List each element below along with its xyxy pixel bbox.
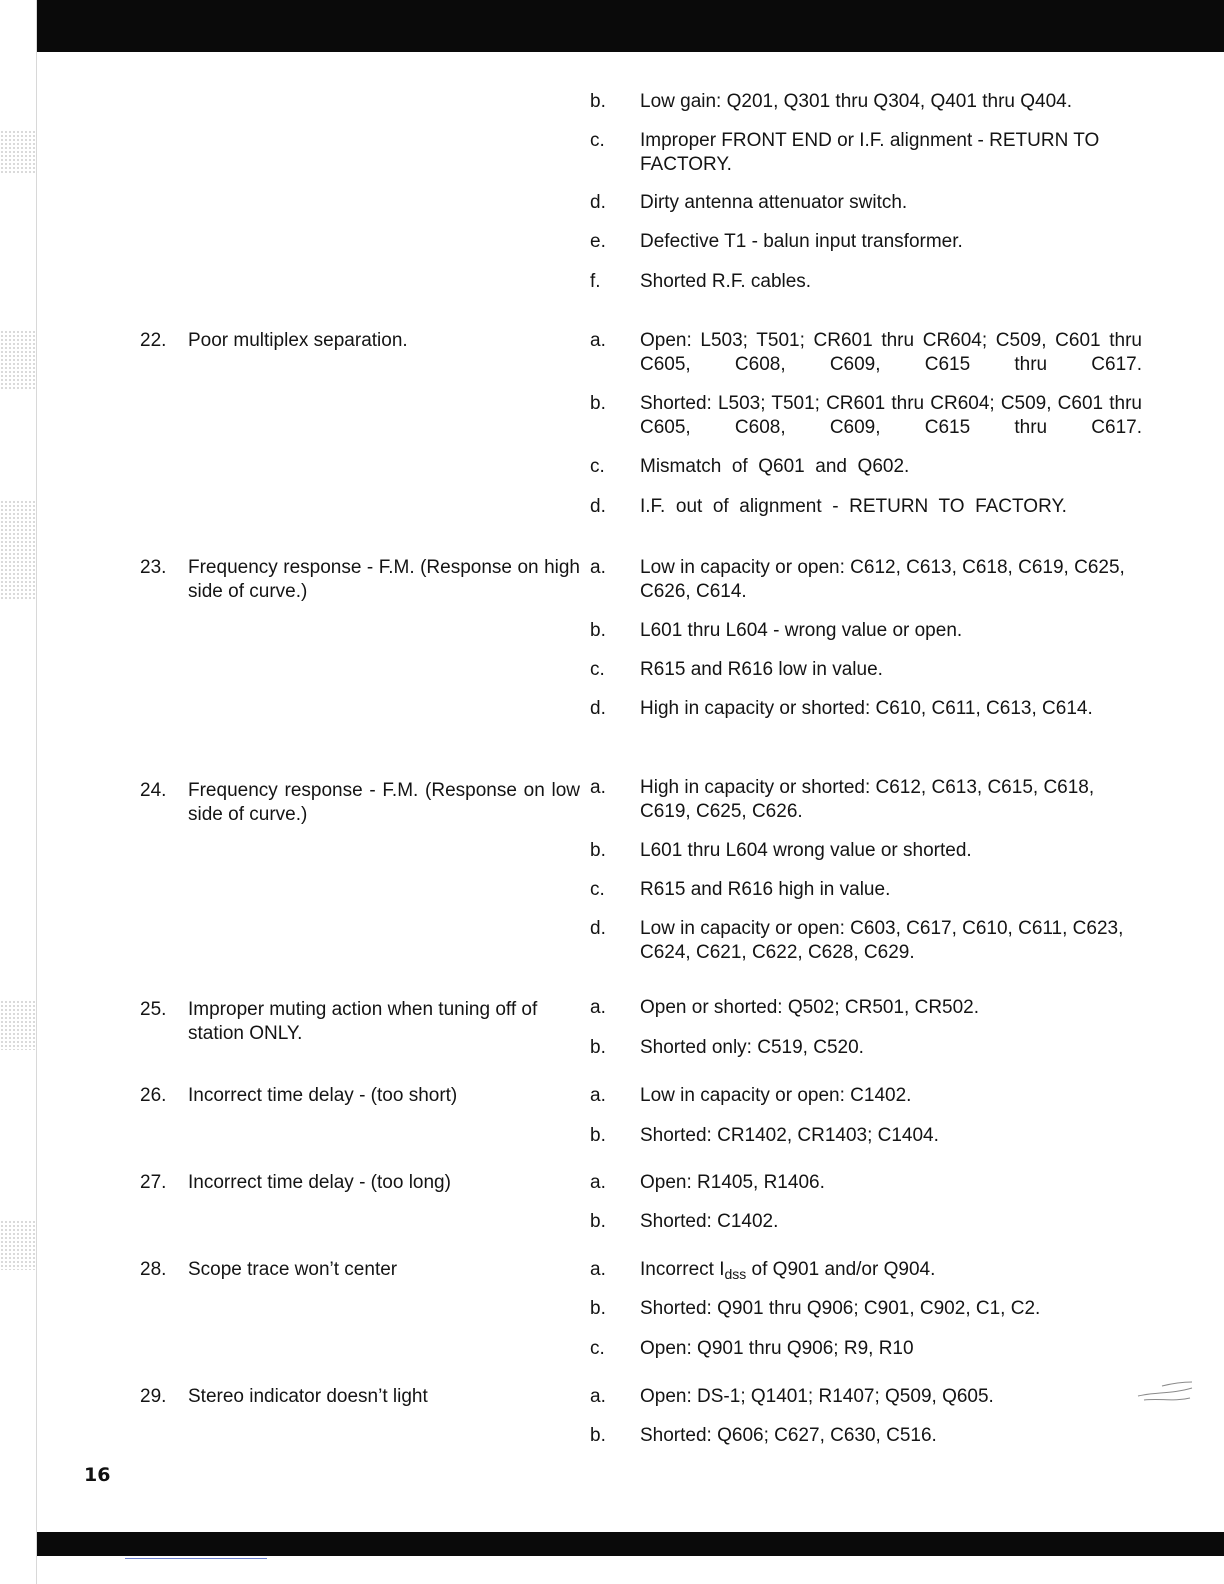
cause-item xyxy=(590,658,1142,682)
cause-text: Dirty antenna attenuator switch. xyxy=(640,192,908,213)
cause-letter: b. xyxy=(590,1125,606,1146)
cause-text: High in capacity or shorted: C612, C613, C615, C618, C619, C625, C626. xyxy=(640,777,1095,822)
trouble-text: Poor multiplex separation. xyxy=(188,330,408,351)
trouble-item xyxy=(140,1385,580,1409)
cause-letter: a. xyxy=(590,777,606,798)
trouble-text: Incorrect time delay - (too short) xyxy=(188,1085,458,1106)
cause-text: L601 thru L604 wrong value or shorted. xyxy=(640,840,972,861)
cause-text: Low gain: Q201, Q301 thru Q304, Q401 thru Q404. xyxy=(640,91,1072,112)
cause-item xyxy=(590,1424,1142,1448)
cause-item xyxy=(590,129,1142,177)
trouble-number: 24. xyxy=(140,780,167,801)
cause-text: Shorted R.F. cables. xyxy=(640,271,812,292)
cause-letter: a. xyxy=(590,997,606,1018)
cause-text: Shorted: L503; T501; CR601 thru CR604; C509, C601 thru C605, C608, C609, C615 thru C617. xyxy=(640,393,1142,438)
footer-link-rule xyxy=(125,1558,267,1559)
cause-text-subscript: dss xyxy=(724,1266,747,1282)
cause-letter: b. xyxy=(590,91,606,112)
trouble-text: Incorrect time delay - (too long) xyxy=(188,1172,451,1193)
cause-item xyxy=(590,455,1142,479)
trouble-text: Scope trace won’t center xyxy=(188,1259,398,1280)
trouble-text: Frequency response - F.M. (Response on high side of curve.) xyxy=(188,557,580,602)
cause-text: Shorted only: C519, C520. xyxy=(640,1037,864,1058)
trouble-text: Improper muting action when tuning off of station ONLY. xyxy=(188,999,538,1044)
cause-text: Defective T1 - balun input transformer. xyxy=(640,231,963,252)
cause-text: Low in capacity or open: C1402. xyxy=(640,1085,912,1106)
cause-text: Mismatch of Q601 and Q602. xyxy=(640,456,910,477)
cause-text: Open: Q901 thru Q906; R9, R10 xyxy=(640,1338,914,1359)
cause-letter: e. xyxy=(590,231,606,252)
cause-item xyxy=(590,917,1142,965)
page-number: 16 xyxy=(84,1464,111,1486)
cause-text: High in capacity or shorted: C610, C611, C613, C614. xyxy=(640,698,1093,719)
cause-item xyxy=(590,392,1142,440)
cause-letter: c. xyxy=(590,1338,605,1359)
cause-letter: d. xyxy=(590,698,606,719)
cause-text: L601 thru L604 - wrong value or open. xyxy=(640,620,963,641)
cause-item xyxy=(590,1084,1142,1108)
cause-item xyxy=(590,230,1142,254)
cause-text: Shorted: C1402. xyxy=(640,1211,779,1232)
cause-item xyxy=(590,776,1142,824)
trouble-item xyxy=(140,329,580,353)
cause-letter: b. xyxy=(590,1211,606,1232)
cause-text: Shorted: Q901 thru Q906; C901, C902, C1, C2. xyxy=(640,1298,1041,1319)
cause-item xyxy=(590,495,1142,519)
scan-mark xyxy=(1134,1376,1196,1406)
cause-text: Low in capacity or open: C603, C617, C610, C611, C623, C624, C621, C622, C628, C629. xyxy=(640,918,1124,963)
cause-text-before: Incorrect I xyxy=(640,1259,725,1280)
cause-item xyxy=(590,996,1142,1020)
trouble-item xyxy=(140,1258,580,1282)
cause-letter: c. xyxy=(590,659,605,680)
cause-letter: a. xyxy=(590,557,606,578)
cause-letter: a. xyxy=(590,1085,606,1106)
cause-letter: c. xyxy=(590,130,605,151)
trouble-item xyxy=(140,1084,580,1108)
cause-item xyxy=(590,619,1142,643)
cause-item xyxy=(590,556,1142,604)
cause-item xyxy=(590,839,1142,863)
footer-bar xyxy=(37,1532,1224,1556)
trouble-number: 29. xyxy=(140,1386,167,1407)
cause-text: Open or shorted: Q502; CR501, CR502. xyxy=(640,997,980,1018)
cause-item xyxy=(590,1297,1142,1321)
cause-text-after: of Q901 and/or Q904. xyxy=(746,1259,936,1280)
cause-text: Shorted: Q606; C627, C630, C516. xyxy=(640,1425,937,1446)
cause-letter: d. xyxy=(590,496,606,517)
cause-item xyxy=(590,1385,1142,1409)
cause-item xyxy=(590,1210,1142,1234)
trouble-item xyxy=(140,779,580,827)
trouble-number: 27. xyxy=(140,1172,167,1193)
trouble-number: 25. xyxy=(140,999,167,1020)
cause-letter: d. xyxy=(590,918,606,939)
cause-letter: f. xyxy=(590,271,601,292)
cause-text: Low in capacity or open: C612, C613, C618, C619, C625, C626, C614. xyxy=(640,557,1125,602)
trouble-number: 28. xyxy=(140,1259,167,1280)
cause-letter: b. xyxy=(590,393,606,414)
cause-letter: b. xyxy=(590,620,606,641)
trouble-text: Frequency response - F.M. (Response on low side of curve.) xyxy=(188,780,580,825)
trouble-item xyxy=(140,556,580,604)
cause-letter: c. xyxy=(590,456,605,477)
cause-letter: d. xyxy=(590,192,606,213)
cause-text: Improper FRONT END or I.F. alignment - RETURN TO FACTORY. xyxy=(640,130,1100,175)
cause-letter: a. xyxy=(590,1259,606,1280)
cause-item xyxy=(590,1258,1142,1282)
trouble-number: 23. xyxy=(140,557,167,578)
cause-letter: b. xyxy=(590,1425,606,1446)
cause-text: Open: DS-1; Q1401; R1407; Q509, Q605. xyxy=(640,1386,994,1407)
cause-text: R615 and R616 high in value. xyxy=(640,879,891,900)
cause-item xyxy=(590,1036,1142,1060)
cause-text xyxy=(640,1258,1142,1282)
trouble-number: 22. xyxy=(140,330,167,351)
cause-item xyxy=(590,270,1142,294)
cause-item xyxy=(590,329,1142,377)
cause-text: Open: L503; T501; CR601 thru CR604; C509, C601 thru C605, C608, C609, C615 thru C617. xyxy=(640,330,1142,375)
cause-letter: b. xyxy=(590,1298,606,1319)
cause-letter: b. xyxy=(590,1037,606,1058)
cause-letter: a. xyxy=(590,1172,606,1193)
trouble-text: Stereo indicator doesn’t light xyxy=(188,1386,428,1407)
cause-letter: a. xyxy=(590,1386,606,1407)
cause-text: R615 and R616 low in value. xyxy=(640,659,883,680)
cause-item xyxy=(590,191,1142,215)
trouble-number: 26. xyxy=(140,1085,167,1106)
cause-text: Open: R1405, R1406. xyxy=(640,1172,825,1193)
trouble-item xyxy=(140,998,580,1046)
cause-item xyxy=(590,90,1142,114)
cause-text: Shorted: CR1402, CR1403; C1404. xyxy=(640,1125,939,1146)
cause-letter: a. xyxy=(590,330,606,351)
cause-letter: c. xyxy=(590,879,605,900)
cause-item xyxy=(590,1337,1142,1361)
cause-item xyxy=(590,1171,1142,1195)
cause-item xyxy=(590,878,1142,902)
cause-text: I.F. out of alignment - RETURN TO FACTORY. xyxy=(640,496,1067,517)
cause-item xyxy=(590,1124,1142,1148)
trouble-item xyxy=(140,1171,580,1195)
cause-item xyxy=(590,697,1142,721)
cause-letter: b. xyxy=(590,840,606,861)
